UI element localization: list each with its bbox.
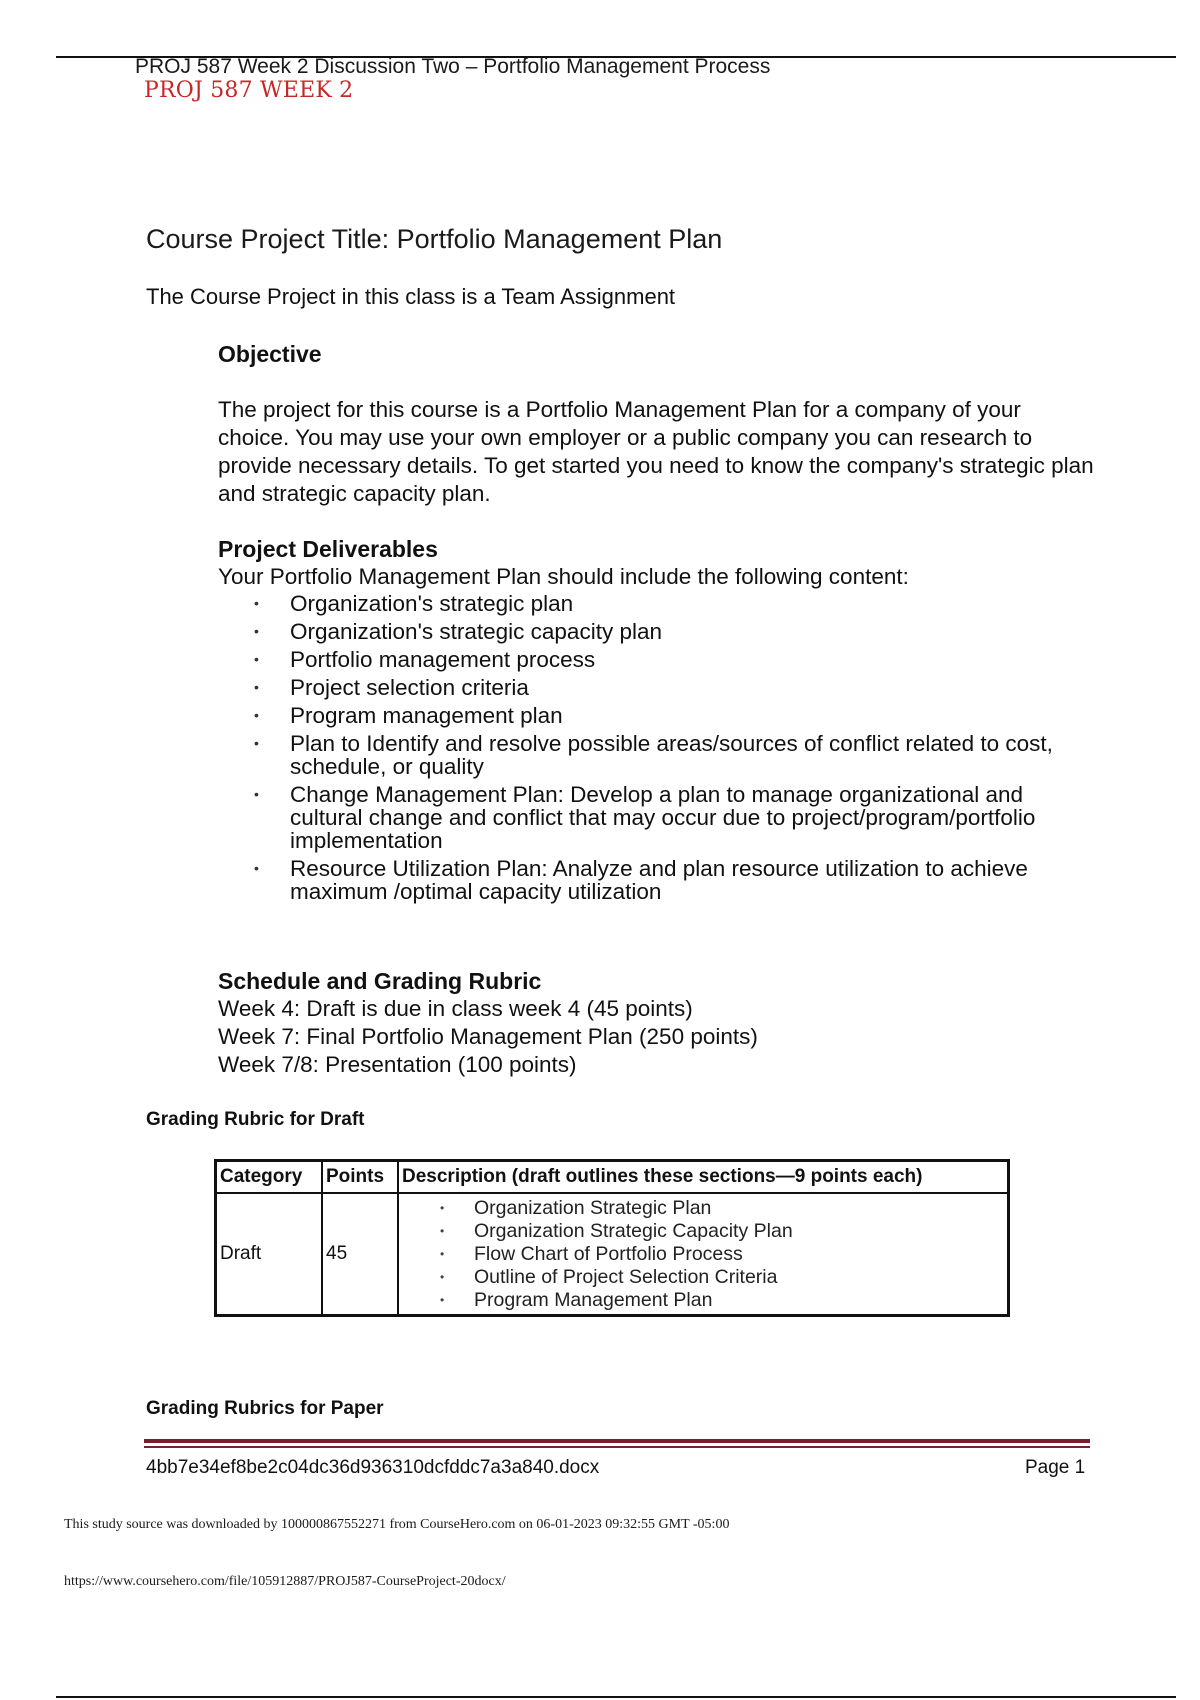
bullet-icon: • — [440, 1200, 445, 1215]
download-note: This study source was downloaded by 100000867552271 from CourseHero.com on 06-01-2023 09:32:55 GMT -05:00 — [64, 1517, 730, 1532]
footer-rule-thin — [144, 1446, 1090, 1448]
list-item — [218, 620, 1098, 643]
cell-category: Draft — [216, 1193, 323, 1316]
bullet-icon: • — [254, 595, 259, 611]
list-item — [218, 648, 1098, 671]
paper-rubric-heading: Grading Rubrics for Paper — [146, 1398, 384, 1419]
schedule-line: Week 4: Draft is due in class week 4 (45 points) — [218, 996, 693, 1021]
list-item-text: Organization's strategic capacity plan — [290, 619, 662, 644]
deliverables-heading: Project Deliverables — [218, 536, 438, 562]
bullet-icon: • — [254, 860, 259, 876]
column-header-points: Points — [322, 1161, 398, 1194]
source-url[interactable]: https://www.coursehero.com/file/105912887/PROJ587-CourseProject-20docx/ — [64, 1574, 506, 1589]
schedule-line: Week 7/8: Presentation (100 points) — [218, 1052, 577, 1077]
deliverables-list — [218, 592, 1098, 908]
bullet-icon: • — [440, 1246, 445, 1261]
cell-points: 45 — [322, 1193, 398, 1316]
schedule-line: Week 7: Final Portfolio Management Plan (250 points) — [218, 1024, 758, 1049]
list-item — [218, 704, 1098, 727]
list-item-text: Outline of Project Selection Criteria — [474, 1265, 778, 1288]
list-item-text: Flow Chart of Portfolio Process — [474, 1242, 743, 1265]
list-item-text: Organization Strategic Capacity Plan — [474, 1219, 793, 1242]
column-header-category: Category — [216, 1161, 323, 1194]
list-item-text: Resource Utilization Plan: Analyze and plan resource utilization to achieve maximum /optimal capacity utilization — [290, 856, 1028, 904]
bullet-icon: • — [440, 1223, 445, 1238]
list-item — [218, 592, 1098, 615]
list-item — [402, 1266, 1004, 1289]
table-header-row — [216, 1161, 1009, 1194]
draft-rubric-table — [214, 1159, 1010, 1317]
bullet-icon: • — [440, 1292, 445, 1307]
rubric-description-list — [402, 1197, 1004, 1312]
bottom-rule — [56, 1696, 1176, 1698]
footer-filename: 4bb7e34ef8be2c04dc36d936310dcfddc7a3a840.docx — [146, 1457, 600, 1478]
bullet-icon: • — [254, 679, 259, 695]
list-item — [402, 1289, 1004, 1312]
cell-description — [398, 1193, 1009, 1316]
list-item-text: Organization's strategic plan — [290, 591, 574, 616]
list-item — [218, 732, 1098, 778]
list-item — [218, 783, 1098, 852]
course-project-title: Course Project Title: Portfolio Management Plan — [146, 224, 723, 254]
bullet-icon: • — [440, 1269, 445, 1284]
deliverables-intro: Your Portfolio Management Plan should include the following content: — [218, 564, 909, 589]
list-item — [402, 1220, 1004, 1243]
list-item-text: Project selection criteria — [290, 675, 529, 700]
footer-rule — [144, 1439, 1090, 1443]
list-item-text: Change Management Plan: Develop a plan to manage organizational and cultural change and conflict that may occur due to project/program/portfolio implementation — [290, 782, 1036, 853]
draft-rubric-heading: Grading Rubric for Draft — [146, 1109, 365, 1130]
list-item-text: Program management plan — [290, 703, 563, 728]
list-item-text: Plan to Identify and resolve possible areas/sources of conflict related to cost, schedule, or quality — [290, 731, 1053, 779]
bullet-icon: • — [254, 735, 259, 751]
column-header-description: Description (draft outlines these sections—9 points each) — [398, 1161, 1009, 1194]
list-item — [402, 1197, 1004, 1220]
list-item — [218, 857, 1098, 903]
bullet-icon: • — [254, 623, 259, 639]
objective-paragraph: The project for this course is a Portfolio Management Plan for a company of your choice. You may use your own employer or a public company you can research to provide necessary details. To get started you need to know the company's strategic plan and strategic capacity plan. — [218, 397, 1094, 506]
team-assignment-line: The Course Project in this class is a Team Assignment — [146, 284, 676, 309]
list-item-text: Program Management Plan — [474, 1288, 713, 1311]
list-item-text: Portfolio management process — [290, 647, 596, 672]
bullet-icon: • — [254, 707, 259, 723]
list-item — [218, 676, 1098, 699]
discussion-title: PROJ 587 Week 2 Discussion Two – Portfolio Management Process — [135, 55, 771, 78]
objective-heading: Objective — [218, 341, 322, 367]
schedule-heading: Schedule and Grading Rubric — [218, 968, 542, 994]
bullet-icon: • — [254, 786, 259, 802]
footer-page-number: Page 1 — [1025, 1457, 1086, 1478]
list-item — [402, 1243, 1004, 1266]
bullet-icon: • — [254, 651, 259, 667]
week-label: PROJ 587 WEEK 2 — [144, 78, 354, 103]
list-item-text: Organization Strategic Plan — [474, 1196, 712, 1219]
table-row — [216, 1193, 1009, 1316]
